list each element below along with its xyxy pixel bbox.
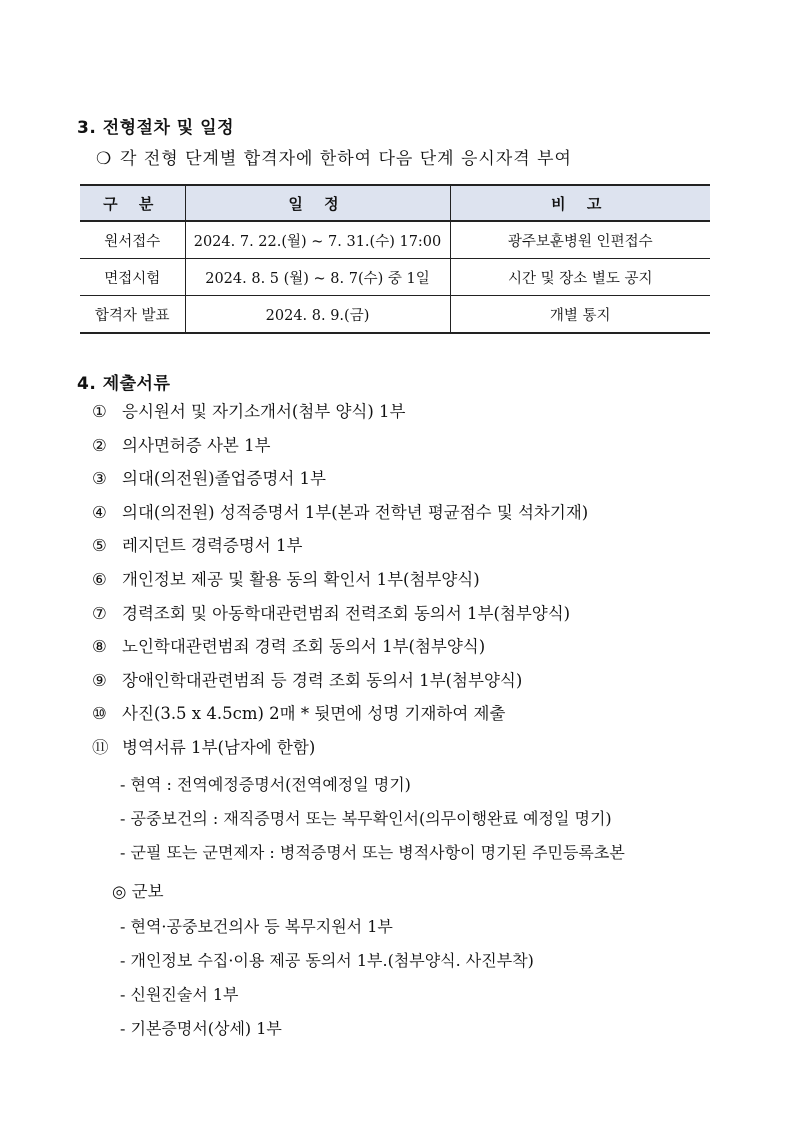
military-subitem: - 현역 : 전역예정증명서(전역예정일 명기) bbox=[120, 775, 411, 794]
header-schedule: 일 정 bbox=[185, 185, 450, 221]
item-number: ⑨ bbox=[92, 670, 107, 690]
table-row bbox=[80, 259, 710, 296]
item-number: ② bbox=[92, 435, 107, 455]
section-3-intro bbox=[96, 144, 572, 169]
required-documents-list bbox=[92, 398, 772, 768]
item-text: 의사면허증 사본 1부 bbox=[122, 435, 271, 455]
item-text: 의대(의전원) 성적증명서 1부(본과 전학년 평균점수 및 석차기재) bbox=[122, 502, 589, 522]
section-4-title: 4. 제출서류 bbox=[77, 374, 171, 394]
list-item bbox=[92, 667, 772, 701]
list-item bbox=[92, 734, 772, 768]
schedule-table bbox=[80, 184, 710, 334]
item-text: 의대(의전원)졸업증명서 1부 bbox=[122, 469, 326, 489]
special-subitem: - 신원진술서 1부 bbox=[120, 985, 239, 1004]
table-header-row bbox=[80, 185, 710, 221]
item-number: ⑦ bbox=[92, 603, 107, 623]
item-number: ④ bbox=[92, 502, 107, 522]
item-text: 노인학대관련범죄 경력 조회 동의서 1부(첨부양식) bbox=[122, 637, 486, 657]
special-subitem: - 현역·공중보건의사 등 복무지원서 1부 bbox=[120, 917, 393, 936]
row-schedule: 2024. 8. 9.(금) bbox=[185, 296, 450, 334]
item-number: ⑪ bbox=[92, 737, 109, 757]
item-number: ⑤ bbox=[92, 536, 107, 556]
list-item bbox=[92, 566, 772, 600]
item-number: ⑧ bbox=[92, 637, 107, 657]
section-3-title: 3. 전형절차 및 일정 bbox=[77, 118, 234, 138]
intro-text: 각 전형 단계별 합격자에 한하여 다음 단계 응시자격 부여 bbox=[120, 149, 572, 169]
item-number: ③ bbox=[92, 469, 107, 489]
military-subitem: - 공중보건의 : 재직증명서 또는 복무확인서(의무이행완료 예정일 명기) bbox=[120, 809, 612, 828]
military-subitem: - 군필 또는 군면제자 : 병적증명서 또는 병적사항이 명기된 주민등록초본 bbox=[120, 843, 625, 862]
circle-bullet-icon: ❍ bbox=[96, 149, 113, 169]
header-category: 구 분 bbox=[80, 185, 185, 221]
row-category: 합격자 발표 bbox=[80, 296, 185, 334]
special-group-heading bbox=[112, 878, 164, 902]
item-text: 장애인학대관련범죄 등 경력 조회 동의서 1부(첨부양식) bbox=[122, 670, 523, 690]
item-number: ⑥ bbox=[92, 569, 107, 589]
special-group-title: 군보 bbox=[131, 882, 164, 901]
special-subitem: - 개인정보 수집·이용 제공 동의서 1부.(첨부양식. 사진부착) bbox=[120, 951, 534, 970]
row-schedule: 2024. 7. 22.(월) ~ 7. 31.(수) 17:00 bbox=[185, 221, 450, 259]
row-schedule: 2024. 8. 5 (월) ~ 8. 7(수) 중 1일 bbox=[185, 259, 450, 296]
item-number: ① bbox=[92, 402, 107, 421]
row-category: 원서접수 bbox=[80, 221, 185, 259]
list-item bbox=[92, 600, 772, 634]
row-remarks: 개별 통지 bbox=[450, 296, 710, 334]
list-item bbox=[92, 532, 772, 566]
item-text: 개인정보 제공 및 활용 동의 확인서 1부(첨부양식) bbox=[122, 569, 480, 589]
item-text: 병역서류 1부(남자에 한함) bbox=[122, 737, 316, 757]
list-item bbox=[92, 633, 772, 667]
row-remarks: 시간 및 장소 별도 공지 bbox=[450, 259, 710, 296]
table-row bbox=[80, 296, 710, 334]
item-text: 사진(3.5 x 4.5cm) 2매 * 뒷면에 성명 기재하여 제출 bbox=[122, 704, 506, 724]
list-item bbox=[92, 700, 772, 734]
list-item bbox=[92, 398, 772, 432]
list-item bbox=[92, 465, 772, 499]
item-number: ⑩ bbox=[92, 704, 107, 724]
item-text: 응시원서 및 자기소개서(첨부 양식) 1부 bbox=[122, 402, 406, 421]
row-category: 면접시험 bbox=[80, 259, 185, 296]
table-row bbox=[80, 221, 710, 259]
special-subitem: - 기본증명서(상세) 1부 bbox=[120, 1019, 282, 1038]
list-item bbox=[92, 499, 772, 533]
list-item bbox=[92, 432, 772, 466]
item-text: 레지던트 경력증명서 1부 bbox=[122, 536, 303, 556]
header-remarks: 비 고 bbox=[450, 185, 710, 221]
item-text: 경력조회 및 아동학대관련범죄 전력조회 동의서 1부(첨부양식) bbox=[122, 603, 571, 623]
double-circle-icon: ◎ bbox=[112, 882, 127, 901]
row-remarks: 광주보훈병원 인편접수 bbox=[450, 221, 710, 259]
